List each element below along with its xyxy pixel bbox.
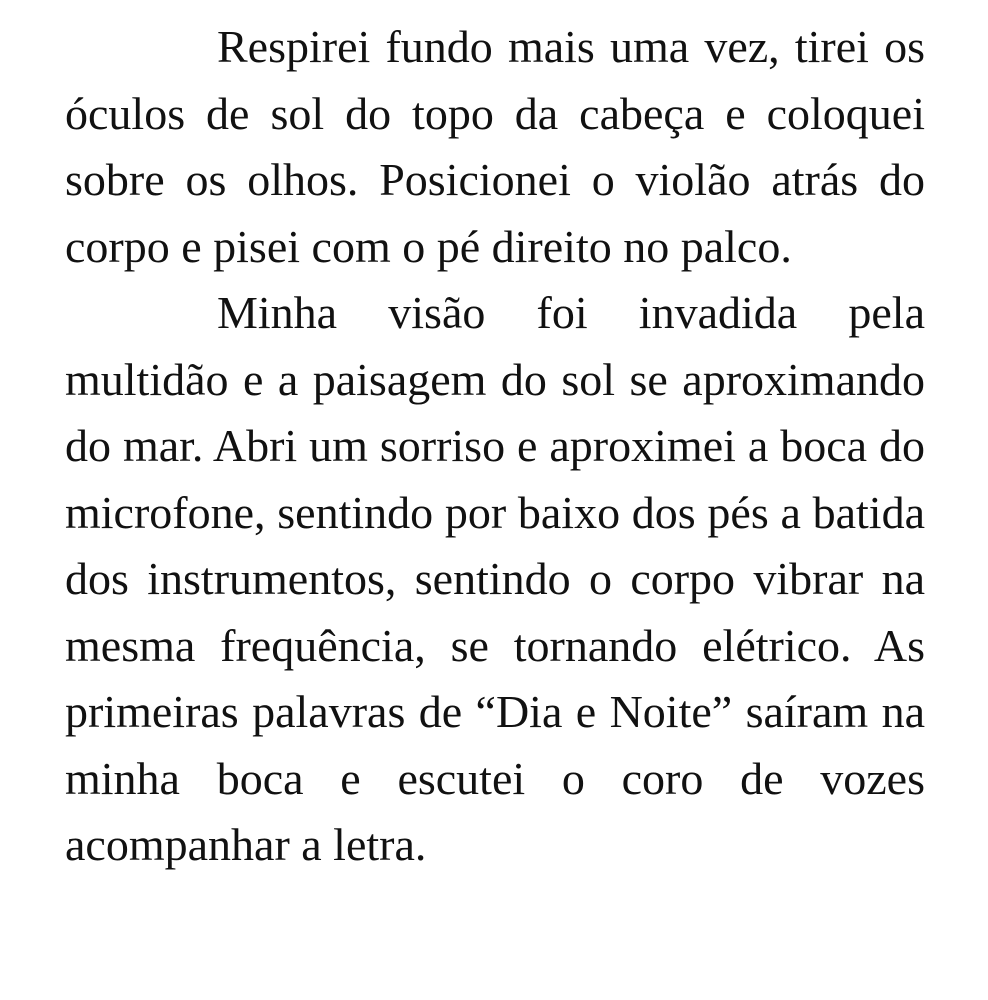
document-page	[65, 14, 925, 879]
paragraph-1: Respirei fundo mais uma vez, tirei os óculos de sol do topo da cabeça e coloquei sobre os olhos. Posicionei o violão atrás do corpo e pisei com o pé direito no palco.	[65, 21, 925, 272]
paragraph-2: Minha visão foi invadida pela multidão e a paisagem do sol se aproximando do mar. Abri um sorriso e aproximei a boca do microfone, sentindo por baixo dos pés a batida dos instrumentos, sentindo o corpo vibrar na mesma frequência, se tornando elétrico. As primeiras palavras de “Dia e Noite” saíram na minha boca e escutei o coro de vozes acompanhar a letra.	[65, 287, 925, 870]
